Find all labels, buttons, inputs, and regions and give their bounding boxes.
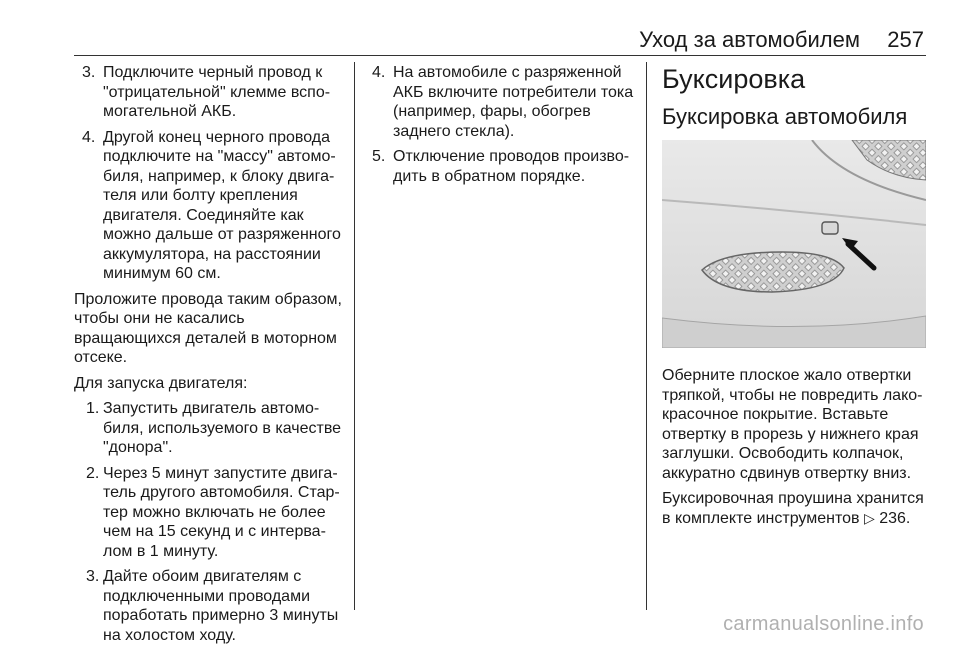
step-number: 4. — [372, 64, 386, 81]
column-divider-2 — [646, 62, 647, 610]
step-text: Другой конец черного провода подключите на "массу" автомо-биля, например, к блоку двига-теля или болту крепления двигателя. Соединяйте как можно дальше от разряженного аккумулятора, на расстоянии минимум 60 см. — [103, 128, 341, 282]
paragraph-tow-eye-storage — [662, 489, 928, 528]
step-number: 2. — [86, 464, 100, 482]
step-text: Запустить двигатель автомо-биля, используемого в качестве "донора". — [103, 400, 342, 456]
step-text: Отключение проводов произво-дить в обратном порядке. — [393, 148, 630, 185]
tow-eye-text: Буксировочная проушина хранится в комплекте инструментов — [662, 490, 924, 527]
watermark: carmanualsonline.info — [723, 613, 924, 635]
step-number: 5. — [372, 148, 386, 165]
paragraph-wiring: Проложите провода таким образом, чтобы они не касались вращающихся деталей в моторном отсеке. — [74, 290, 342, 366]
section-heading: Буксировка — [662, 64, 806, 94]
paragraph-start-intro: Для запуска двигателя: — [74, 374, 248, 392]
list-item — [74, 464, 346, 562]
steps-list — [74, 63, 346, 284]
step-text: На автомобиле с разряженной АКБ включите потребители тока (например, фары, обогрев заднего стекла). — [393, 64, 634, 140]
column-divider-1 — [354, 62, 355, 610]
steps-list — [364, 63, 636, 186]
column-3 — [662, 63, 928, 534]
step-number: 1. — [86, 400, 100, 417]
step-text: Подключите черный провод к "отрицательной" клемме вспо-могательной АКБ. — [103, 64, 331, 120]
page-ref-arrow-icon: ▷ — [863, 509, 875, 526]
page-ref-number[interactable]: 236. — [879, 509, 911, 527]
list-item — [74, 567, 346, 645]
list-item — [74, 399, 346, 458]
step-number: 3. — [86, 568, 100, 585]
page-header — [0, 26, 960, 56]
step-number: 4. — [82, 128, 96, 146]
header-rule — [74, 55, 926, 56]
bumper-tow-cover-illustration — [662, 140, 926, 348]
substeps-list — [74, 399, 346, 645]
list-item — [74, 63, 346, 122]
page-number: 257 — [887, 27, 924, 52]
section-subheading: Буксировка автомобиля — [662, 104, 908, 129]
list-item — [364, 63, 636, 141]
step-number: 3. — [82, 64, 96, 81]
step-text: Через 5 минут запустите двига-тель другого автомобиля. Стар-тер можно включать не более чем на 15 секунд и с интерва-лом в 1 минуту. — [103, 464, 340, 560]
header-title: Уход за автомобилем — [639, 27, 860, 52]
list-item — [74, 128, 346, 284]
column-2 — [364, 63, 636, 192]
column-1 — [74, 63, 346, 651]
list-item — [364, 147, 636, 186]
paragraph-tow-instructions: Оберните плоское жало отвертки тряпкой, чтобы не повредить лако-красочное покрытие. Вставьте отвертку в прорезь у нижнего края заглушки. Освободить колпачок, аккуратно сдвинув отвертку вниз. — [662, 367, 923, 482]
step-text: Дайте обоим двигателям с подключенными проводами поработать примерно 3 минуты на холостом ходу. — [103, 568, 339, 644]
